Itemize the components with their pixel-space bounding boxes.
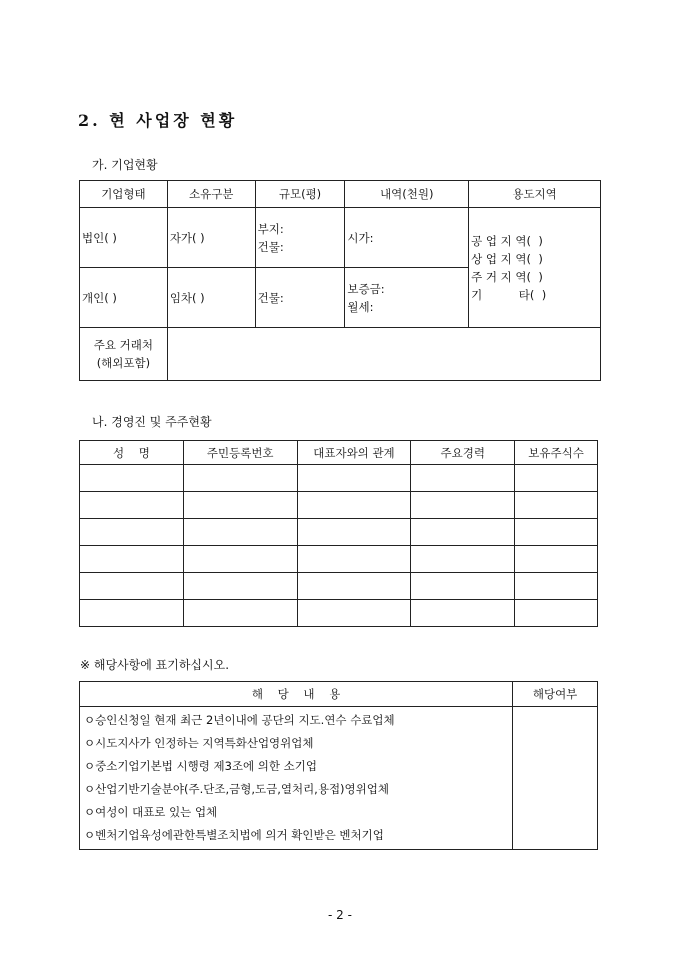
cell[interactable] bbox=[411, 573, 515, 600]
company-subtitle: 가. 기업현황 bbox=[92, 158, 158, 172]
cell[interactable] bbox=[80, 573, 184, 600]
partner-label-line1: 주요 거래처 bbox=[93, 338, 153, 352]
cell[interactable] bbox=[297, 600, 411, 627]
header-applicable: 해당여부 bbox=[513, 682, 598, 707]
list-item: ㅇ산업기반기술분야(주.단조,금형,도금,열처리,용접)영위업체 bbox=[84, 782, 389, 796]
cell[interactable] bbox=[515, 546, 598, 573]
ownership-owned[interactable]: 자가( ) bbox=[167, 208, 255, 268]
cell[interactable] bbox=[80, 546, 184, 573]
list-item: ㅇ시도지사가 인정하는 지역특화산업영위업체 bbox=[84, 736, 314, 750]
ownership-rented[interactable]: 임차( ) bbox=[167, 268, 255, 328]
table-row bbox=[80, 546, 598, 573]
partner-label bbox=[80, 328, 168, 381]
applicable-input[interactable] bbox=[513, 707, 598, 850]
zone-residential: 주 거 지 역( ) bbox=[471, 269, 543, 284]
detail-deposit-label: 보증금: bbox=[347, 281, 385, 296]
cell[interactable] bbox=[297, 519, 411, 546]
cell[interactable] bbox=[515, 519, 598, 546]
cell[interactable] bbox=[183, 546, 297, 573]
cell[interactable] bbox=[515, 573, 598, 600]
header-resident-number: 주민등록번호 bbox=[183, 441, 297, 465]
cell[interactable] bbox=[411, 600, 515, 627]
cell[interactable] bbox=[411, 546, 515, 573]
header-name: 성 명 bbox=[80, 441, 184, 465]
cell[interactable] bbox=[80, 600, 184, 627]
cell[interactable] bbox=[80, 519, 184, 546]
checklist-items bbox=[80, 707, 513, 850]
page-number: - 2 - bbox=[328, 908, 352, 922]
partner-input[interactable] bbox=[167, 328, 600, 381]
header-content: 해 당 내 용 bbox=[80, 682, 513, 707]
detail-market-value[interactable]: 시가: bbox=[345, 208, 469, 268]
detail-deposit-rent[interactable] bbox=[345, 268, 469, 328]
table-row bbox=[80, 492, 598, 519]
zone-commercial: 상 업 지 역( ) bbox=[471, 251, 543, 266]
header-relation: 대표자와의 관계 bbox=[297, 441, 411, 465]
list-item: ㅇ승인신청일 현재 최근 2년이내에 공단의 지도.연수 수료업체 bbox=[84, 713, 395, 727]
cell[interactable] bbox=[297, 546, 411, 573]
header-company-form: 기업형태 bbox=[80, 181, 168, 208]
executives-table bbox=[79, 440, 598, 627]
table-row bbox=[80, 519, 598, 546]
cell[interactable] bbox=[411, 519, 515, 546]
zone-cell[interactable] bbox=[469, 208, 601, 328]
size-building[interactable]: 건물: bbox=[255, 268, 345, 328]
list-item: ㅇ벤처기업육성에관한특별조치법에 의거 확인받은 벤처기업 bbox=[84, 828, 384, 842]
size-building-label: 건물: bbox=[257, 239, 284, 254]
checklist-note: ※ 해당사항에 표기하십시오. bbox=[80, 658, 230, 672]
detail-rent-label: 월세: bbox=[347, 299, 374, 314]
zone-industrial: 공 업 지 역( ) bbox=[471, 233, 543, 248]
header-detail: 내역(천원) bbox=[345, 181, 469, 208]
header-zone: 용도지역 bbox=[469, 181, 601, 208]
cell[interactable] bbox=[297, 465, 411, 492]
cell[interactable] bbox=[183, 519, 297, 546]
header-size: 규모(평) bbox=[255, 181, 345, 208]
cell[interactable] bbox=[183, 573, 297, 600]
cell[interactable] bbox=[183, 600, 297, 627]
cell[interactable] bbox=[515, 492, 598, 519]
form-individual[interactable]: 개인( ) bbox=[80, 268, 168, 328]
cell[interactable] bbox=[411, 492, 515, 519]
list-item: ㅇ여성이 대표로 있는 업체 bbox=[84, 805, 218, 819]
zone-other: 기 타( ) bbox=[471, 287, 547, 302]
table-row bbox=[80, 573, 598, 600]
cell[interactable] bbox=[80, 492, 184, 519]
company-table bbox=[79, 180, 601, 381]
list-item: ㅇ중소기업기본법 시행령 제3조에 의한 소기업 bbox=[84, 759, 318, 773]
checklist-table bbox=[79, 681, 598, 850]
header-ownership: 소유구분 bbox=[167, 181, 255, 208]
table-row bbox=[80, 465, 598, 492]
partner-label-line2: (해외포함) bbox=[96, 356, 151, 370]
header-career: 주요경력 bbox=[411, 441, 515, 465]
cell[interactable] bbox=[80, 465, 184, 492]
size-land-label: 부지: bbox=[257, 221, 284, 236]
cell[interactable] bbox=[183, 492, 297, 519]
cell[interactable] bbox=[297, 492, 411, 519]
size-land-building[interactable] bbox=[255, 208, 345, 268]
cell[interactable] bbox=[183, 465, 297, 492]
cell[interactable] bbox=[297, 573, 411, 600]
section-title: 2. 현 사업장 현황 bbox=[78, 111, 238, 130]
header-shares: 보유주식수 bbox=[515, 441, 598, 465]
executives-subtitle: 나. 경영진 및 주주현황 bbox=[92, 415, 212, 429]
cell[interactable] bbox=[411, 465, 515, 492]
cell[interactable] bbox=[515, 600, 598, 627]
table-row bbox=[80, 600, 598, 627]
form-corporation[interactable]: 법인( ) bbox=[80, 208, 168, 268]
cell[interactable] bbox=[515, 465, 598, 492]
